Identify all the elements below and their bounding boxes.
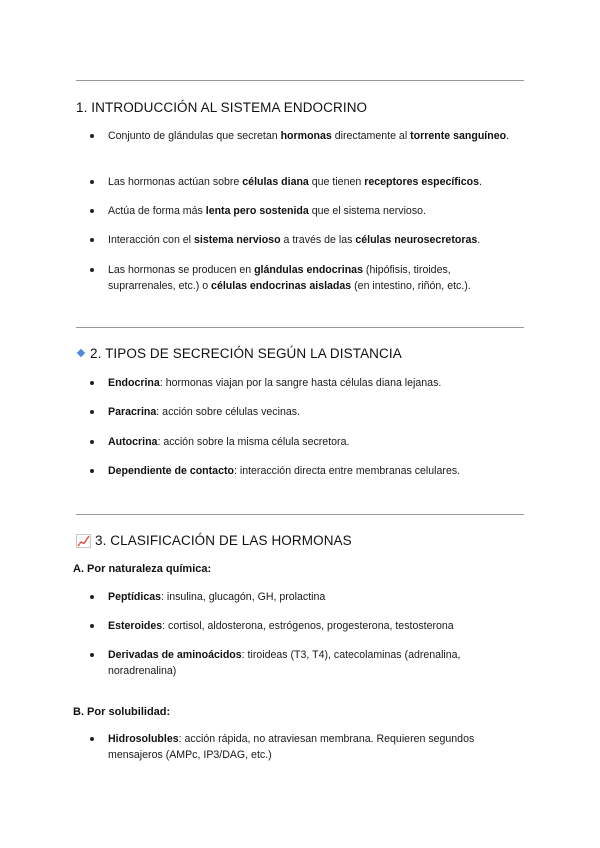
divider	[76, 80, 524, 81]
divider	[76, 514, 524, 515]
bold-term: células endocrinas aisladas	[211, 280, 352, 292]
list-item: Actúa de forma más lenta pero sostenida que el sistema nervioso.	[108, 203, 518, 219]
list-item: Interacción con el sistema nervioso a través de las células neurosecretoras.	[108, 232, 518, 248]
bold-term: glándulas endocrinas	[254, 264, 363, 276]
bold-term: Endocrina	[108, 377, 160, 389]
bold-term: Derivadas de aminoácidos	[108, 649, 242, 661]
list-item: Peptídicas: insulina, glucagón, GH, prolactina	[108, 589, 518, 605]
subheading-solubility	[73, 706, 170, 718]
subheading-chemical-text: A. Por naturaleza química:	[73, 563, 212, 575]
section-1-title: 1. INTRODUCCIÓN AL SISTEMA ENDOCRINO	[76, 100, 368, 115]
list-item: Las hormonas se producen en glándulas endocrinas (hipófisis, tiroides, suprarrenales, etc.) o células endocrinas aisladas (en intestino, riñón, etc.).	[108, 262, 518, 294]
section-1-heading	[76, 100, 367, 115]
bold-term: torrente sanguíneo	[410, 130, 507, 142]
bold-term: sistema nervioso	[193, 234, 281, 246]
list-item: Autocrina: acción sobre la misma célula secretora.	[108, 434, 518, 450]
section-2-heading	[76, 346, 402, 361]
subheading-chemical	[73, 563, 211, 575]
list-item: Conjunto de glándulas que secretan hormonas directamente al torrente sanguíneo.	[108, 128, 518, 144]
bold-term: hormonas	[280, 130, 332, 142]
bold-term: células diana	[242, 176, 309, 188]
bold-term: células neurosecretoras	[355, 234, 478, 246]
section-2-title: 2. TIPOS DE SECRECIÓN SEGÚN LA DISTANCIA	[90, 346, 402, 361]
bold-term: lenta pero sostenida	[205, 205, 309, 217]
divider	[76, 327, 524, 328]
bold-term: Hidrosolubles	[108, 733, 179, 745]
list-item: Derivadas de aminoácidos: tiroideas (T3, T4), catecolaminas (adrenalina, noradrenalina)	[108, 647, 518, 679]
list-item: Las hormonas actúan sobre células diana que tienen receptores específicos.	[108, 174, 518, 190]
bold-term: Autocrina	[108, 436, 158, 448]
section-3-heading	[76, 533, 352, 548]
chart-increasing-icon	[76, 534, 91, 548]
blue-diamond-icon	[77, 349, 85, 357]
bold-term: receptores específicos	[364, 176, 480, 188]
bold-term: Esteroides	[108, 620, 163, 632]
subheading-solubility-text: B. Por solubilidad:	[73, 706, 171, 718]
bold-term: Paracrina	[108, 406, 157, 418]
list-item: Hidrosolubles: acción rápida, no atraviesan membrana. Requieren segundos mensajeros (AMPc, IP3/DAG, etc.)	[108, 731, 518, 763]
section-3-title: 3. CLASIFICACIÓN DE LAS HORMONAS	[95, 533, 352, 548]
list-item: Paracrina: acción sobre células vecinas.	[108, 404, 518, 420]
list-item: Dependiente de contacto: interacción directa entre membranas celulares.	[108, 463, 518, 479]
list-item: Esteroides: cortisol, aldosterona, estrógenos, progesterona, testosterona	[108, 618, 518, 634]
list-item: Endocrina: hormonas viajan por la sangre hasta células diana lejanas.	[108, 375, 518, 391]
bold-term: Dependiente de contacto	[108, 465, 234, 477]
bold-term: Peptídicas	[108, 591, 161, 603]
